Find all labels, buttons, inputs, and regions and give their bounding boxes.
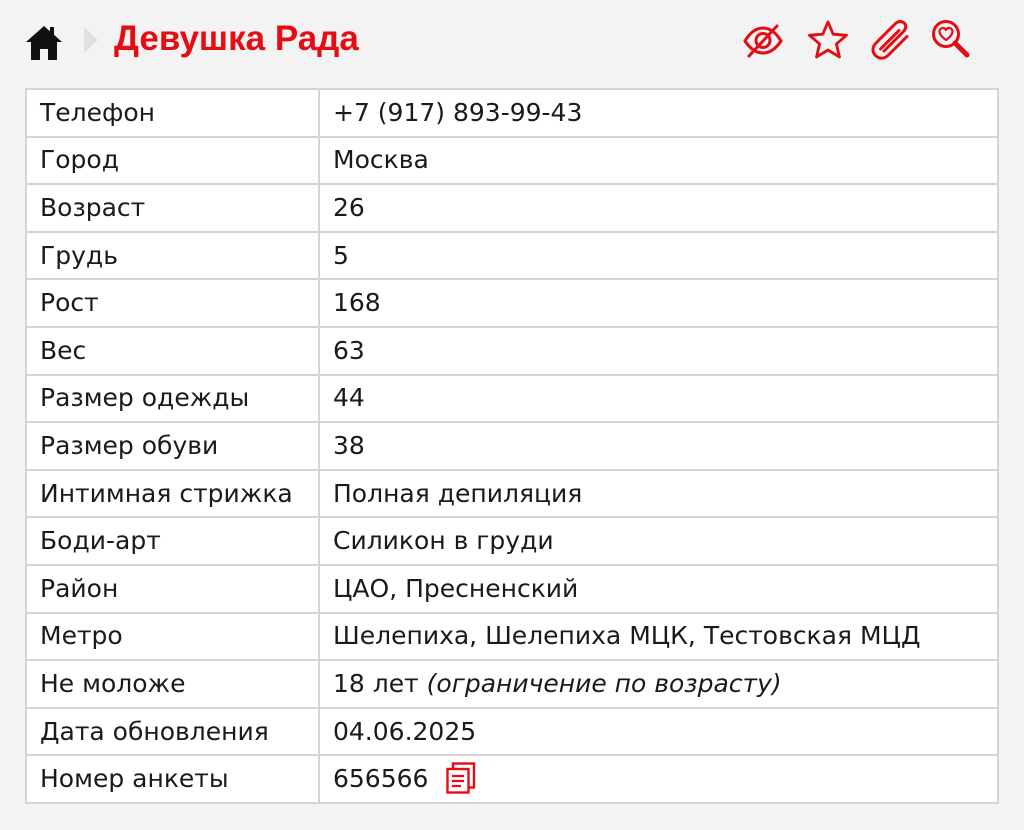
min-age-value: 18 лет <box>333 668 419 698</box>
row-label-city: Город <box>26 137 319 185</box>
row-label-metro: Метро <box>26 613 319 661</box>
eye-slash-icon[interactable] <box>741 18 785 62</box>
shoe-size-value: 38 <box>319 422 998 470</box>
table-row <box>26 660 998 708</box>
table-row <box>26 755 998 803</box>
profile-number-cell <box>319 755 998 803</box>
table-row <box>26 279 998 327</box>
table-row <box>26 517 998 565</box>
row-label-district: Район <box>26 565 319 613</box>
update-date-value: 04.06.2025 <box>319 708 998 756</box>
profile-info-table <box>25 88 999 804</box>
table-row <box>26 137 998 185</box>
table-row <box>26 422 998 470</box>
profile-number-value: 656566 <box>333 763 429 793</box>
table-row <box>26 232 998 280</box>
phone-value[interactable]: +7 (917) 893-99-43 <box>319 89 998 137</box>
row-label-clothing-size: Размер одежды <box>26 375 319 423</box>
district-value: ЦАО, Пресненский <box>319 565 998 613</box>
row-label-breast: Грудь <box>26 232 319 280</box>
row-label-intimate-haircut: Интимная стрижка <box>26 470 319 518</box>
table-row <box>26 613 998 661</box>
clothing-size-value: 44 <box>319 375 998 423</box>
table-row <box>26 327 998 375</box>
row-label-profile-number: Номер анкеты <box>26 755 319 803</box>
row-label-shoe-size: Размер обуви <box>26 422 319 470</box>
row-label-phone: Телефон <box>26 89 319 137</box>
height-value: 168 <box>319 279 998 327</box>
page-header <box>0 0 1024 82</box>
min-age-note: (ограничение по возрасту) <box>426 668 782 698</box>
city-value: Москва <box>319 137 998 185</box>
home-icon[interactable] <box>24 22 64 62</box>
row-label-min-age: Не моложе <box>26 660 319 708</box>
copy-icon[interactable] <box>444 761 478 795</box>
table-row <box>26 89 998 137</box>
breast-value: 5 <box>319 232 998 280</box>
table-row <box>26 470 998 518</box>
page-title: Девушка Рада <box>114 19 359 58</box>
intimate-haircut-value: Полная депиляция <box>319 470 998 518</box>
paperclip-icon[interactable] <box>870 18 914 62</box>
chevron-right-icon <box>82 25 100 55</box>
row-label-weight: Вес <box>26 327 319 375</box>
search-heart-icon[interactable] <box>930 18 974 62</box>
row-label-age: Возраст <box>26 184 319 232</box>
body-art-value: Силикон в груди <box>319 517 998 565</box>
star-icon[interactable] <box>806 18 850 62</box>
row-label-body-art: Боди-арт <box>26 517 319 565</box>
age-value: 26 <box>319 184 998 232</box>
table-row <box>26 565 998 613</box>
metro-value: Шелепиха, Шелепиха МЦК, Тестовская МЦД <box>319 613 998 661</box>
table-row <box>26 184 998 232</box>
min-age-cell <box>319 660 998 708</box>
row-label-height: Рост <box>26 279 319 327</box>
table-row <box>26 708 998 756</box>
weight-value: 63 <box>319 327 998 375</box>
row-label-update-date: Дата обновления <box>26 708 319 756</box>
table-row <box>26 375 998 423</box>
